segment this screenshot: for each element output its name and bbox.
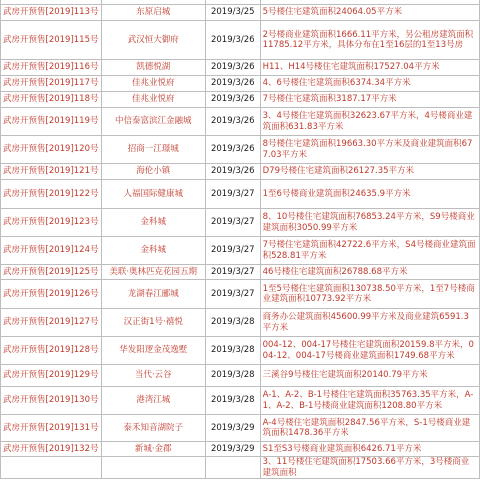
date-cell[interactable]: 2019/3/26 — [205, 108, 260, 136]
description-cell[interactable]: 商务办公建筑面积45600.99平方米及商业建筑6591.3平方米 — [260, 309, 479, 337]
id-cell[interactable]: 武房开预售[2019]113号 — [1, 5, 102, 21]
project-cell[interactable]: 佳兆业悦府 — [101, 76, 205, 92]
project-cell[interactable]: 招商一江璟城 — [101, 136, 205, 164]
table-row — [1, 180, 480, 209]
date-cell[interactable]: 2019/3/28 — [205, 365, 260, 387]
table-row — [1, 387, 480, 415]
id-cell[interactable]: 武房开预售[2019]116号 — [1, 60, 102, 76]
date-cell[interactable]: 2019/3/27 — [205, 209, 260, 237]
description-cell[interactable]: 46号楼住宅建筑面积26788.68平方米 — [260, 265, 479, 280]
project-cell[interactable]: 金科城 — [101, 209, 205, 237]
id-cell[interactable]: 武房开预售[2019]124号 — [1, 237, 102, 265]
description-cell[interactable]: S1至S3号楼商业建筑面积6426.71平方米 — [260, 442, 479, 457]
project-cell[interactable]: 中信泰富滨江金融城 — [101, 108, 205, 136]
description-cell[interactable]: 7号楼住宅建筑面积42722.6平方米，S4号楼商业建筑面积528.81平方米 — [260, 237, 479, 265]
id-cell[interactable] — [1, 457, 102, 479]
date-cell[interactable]: 2019/3/27 — [205, 280, 260, 309]
date-cell[interactable]: 2019/3/26 — [205, 60, 260, 76]
id-cell[interactable]: 武房开预售[2019]118号 — [1, 92, 102, 108]
id-cell[interactable]: 武房开预售[2019]121号 — [1, 164, 102, 180]
project-cell[interactable]: 凯德悦湖 — [101, 60, 205, 76]
project-cell[interactable]: 美联·奥林匹克花园五期 — [101, 265, 205, 280]
description-cell[interactable]: 4、6号楼住宅建筑面积6374.34平方米 — [260, 76, 479, 92]
project-cell[interactable]: 武汉恒大御府 — [101, 21, 205, 60]
description-cell[interactable]: 004-12、004-17号楼住宅建筑面积20159.8平方米，004-12、004-17号楼商业建筑面积1749.68平方米 — [260, 337, 479, 365]
description-cell[interactable]: A-1、A-2、B-1号楼住宅建筑面积35763.35平方米，A-1、A-2、B-1号楼商业建筑面积1208.80平方米 — [260, 387, 479, 415]
table-row — [1, 442, 480, 457]
table-row — [1, 76, 480, 92]
table-row — [1, 265, 480, 280]
date-cell[interactable]: 2019/3/26 — [205, 92, 260, 108]
description-cell[interactable]: 2号楼商业建筑面积1666.11平方米，另公租房建筑面积11785.12平方米，具体分布在1至16层的1至13号房 — [260, 21, 479, 60]
project-cell[interactable]: 华发阳逻金茂逸墅 — [101, 337, 205, 365]
description-cell[interactable]: 8、10号楼住宅建筑面积76853.24平方米，S9号楼商业建筑面积3050.99平方米 — [260, 209, 479, 237]
description-cell[interactable]: A-4号楼住宅建筑面积2847.56平方米，S-1号楼商业建筑面积1478.36平方米 — [260, 415, 479, 442]
date-cell[interactable]: 2019/3/26 — [205, 21, 260, 60]
date-cell[interactable]: 2019/3/26 — [205, 164, 260, 180]
date-cell[interactable]: 2019/3/25 — [205, 5, 260, 21]
date-cell[interactable]: 2019/3/28 — [205, 387, 260, 415]
id-cell[interactable]: 武房开预售[2019]127号 — [1, 309, 102, 337]
project-cell[interactable]: 当代·云谷 — [101, 365, 205, 387]
table-row — [1, 209, 480, 237]
project-cell[interactable]: 人福国际健康城 — [101, 180, 205, 209]
description-cell[interactable]: 8号楼住宅建筑面积19663.30平方米及商业建筑面积677.03平方米 — [260, 136, 479, 164]
project-cell[interactable]: 东原启城 — [101, 5, 205, 21]
id-cell[interactable]: 武房开预售[2019]123号 — [1, 209, 102, 237]
project-cell[interactable]: 泰禾知音湖院子 — [101, 415, 205, 442]
table-row — [1, 337, 480, 365]
id-cell[interactable]: 武房开预售[2019]115号 — [1, 21, 102, 60]
description-cell[interactable]: 1至6号楼商业建筑面积24635.9平方米 — [260, 180, 479, 209]
project-cell[interactable]: 汉正街1号·禧悦 — [101, 309, 205, 337]
table-row — [1, 415, 480, 442]
description-cell[interactable]: H11、H14号楼住宅建筑面积17527.04平方米 — [260, 60, 479, 76]
date-cell[interactable]: 2019/3/27 — [205, 265, 260, 280]
table-row — [1, 21, 480, 60]
date-cell[interactable]: 2019/3/27 — [205, 180, 260, 209]
id-cell[interactable]: 武房开预售[2019]119号 — [1, 108, 102, 136]
date-cell[interactable]: 2019/3/28 — [205, 337, 260, 365]
description-cell[interactable]: D79号楼住宅建筑面积26127.35平方米 — [260, 164, 479, 180]
id-cell[interactable]: 武房开预售[2019]117号 — [1, 76, 102, 92]
table-row — [1, 309, 480, 337]
table-row — [1, 164, 480, 180]
id-cell[interactable]: 武房开预售[2019]129号 — [1, 365, 102, 387]
id-cell[interactable]: 武房开预售[2019]128号 — [1, 337, 102, 365]
table-body — [1, 0, 480, 479]
description-cell[interactable]: 3、11号楼住宅建筑面积17503.66平方米，3号楼商业建筑面积 — [260, 457, 479, 479]
project-cell[interactable]: 佳兆业悦府 — [101, 92, 205, 108]
project-cell[interactable]: 金科城 — [101, 237, 205, 265]
date-cell[interactable] — [205, 457, 260, 479]
date-cell[interactable]: 2019/3/28 — [205, 309, 260, 337]
id-cell[interactable]: 武房开预售[2019]132号 — [1, 442, 102, 457]
project-cell[interactable]: 海伦小镇 — [101, 164, 205, 180]
description-cell[interactable]: 3、4号楼住宅建筑面积32623.67平方米，4号楼商业建筑面积631.83平方米 — [260, 108, 479, 136]
table-row — [1, 108, 480, 136]
id-cell[interactable]: 武房开预售[2019]120号 — [1, 136, 102, 164]
table-row — [1, 457, 480, 479]
project-cell[interactable]: 港湾江城 — [101, 387, 205, 415]
id-cell[interactable]: 武房开预售[2019]130号 — [1, 387, 102, 415]
id-cell[interactable]: 武房开预售[2019]131号 — [1, 415, 102, 442]
table-row — [1, 5, 480, 21]
project-cell[interactable] — [101, 457, 205, 479]
date-cell[interactable]: 2019/3/29 — [205, 415, 260, 442]
table-row — [1, 237, 480, 265]
description-cell[interactable]: 1至5号楼住宅建筑面积130738.50平方米，1至7号楼商业建筑面积10773.92平方米 — [260, 280, 479, 309]
date-cell[interactable]: 2019/3/26 — [205, 136, 260, 164]
date-cell[interactable]: 2019/3/26 — [205, 76, 260, 92]
table-row — [1, 365, 480, 387]
date-cell[interactable]: 2019/3/27 — [205, 237, 260, 265]
description-cell[interactable]: 7号楼住宅建筑面积3187.17平方米 — [260, 92, 479, 108]
id-cell[interactable]: 武房开预售[2019]122号 — [1, 180, 102, 209]
table-row — [1, 60, 480, 76]
project-cell[interactable]: 新城·金郡 — [101, 442, 205, 457]
id-cell[interactable]: 武房开预售[2019]125号 — [1, 265, 102, 280]
table-row — [1, 136, 480, 164]
table-row — [1, 280, 480, 309]
table-row — [1, 92, 480, 108]
date-cell[interactable]: 2019/3/29 — [205, 442, 260, 457]
description-cell[interactable]: 三溪谷9号楼住宅建筑面积20140.79平方米 — [260, 365, 479, 387]
id-cell[interactable]: 武房开预售[2019]126号 — [1, 280, 102, 309]
description-cell[interactable]: 5号楼住宅建筑面积24064.05平方米 — [260, 5, 479, 21]
project-cell[interactable]: 龙湖春江郦城 — [101, 280, 205, 309]
